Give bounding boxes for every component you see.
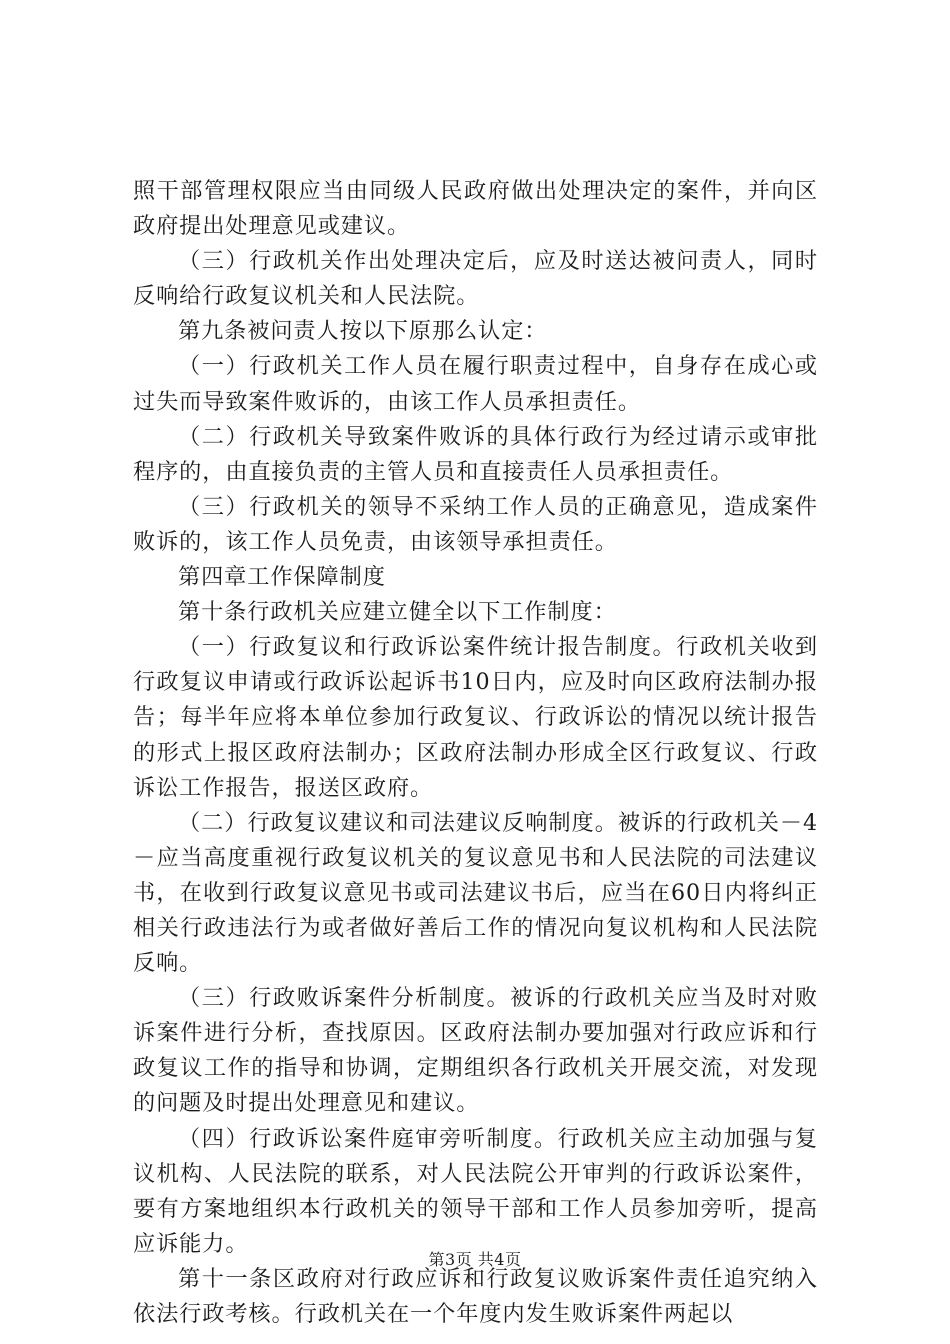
paragraph: 照干部管理权限应当由同级人民政府做出处理决定的案件，并向区政府提出处理意见或建议。 (133, 178, 818, 240)
paragraph: （三）行政败诉案件分析制度。被诉的行政机关应当及时对败诉案件进行分析，查找原因。区政府法制办要加强对行政应诉和行政复议工作的指导和协调，定期组织各行政机关开展交流，对发现的问题及时提出处理意见和建议。 (133, 985, 818, 1117)
paragraph: （一）行政机关工作人员在履行职责过程中，自身存在成心或过失而导致案件败诉的，由该工作人员承担责任。 (133, 353, 818, 415)
paragraph: 第十一条区政府对行政应诉和行政复议败诉案件责任追究纳入依法行政考核。行政机关在一个年度内发生败诉案件两起以 (133, 1265, 818, 1327)
paragraph: （三）行政机关作出处理决定后，应及时送达被问责人，同时反响给行政复议机关和人民法院。 (133, 248, 818, 310)
page-number: 第3页 共4页 (428, 1250, 522, 1269)
paragraph: （一）行政复议和行政诉讼案件统计报告制度。行政机关收到行政复议申请或行政诉讼起诉书10日内，应及时向区政府法制办报告；每半年应将本单位参加行政复议、行政诉讼的情况以统计报告的形式上报区政府法制办；区政府法制办形成全区行政复议、行政诉讼工作报告，报送区政府。 (133, 634, 818, 801)
chapter-heading: 第四章工作保障制度 (178, 564, 386, 591)
document-body (133, 174, 818, 1332)
paragraph: （二）行政复议建议和司法建议反响制度。被诉的行政机关－4－应当高度重视行政复议机关的复议意见书和人民法院的司法建议书，在收到行政复议意见书或司法建议书后，应当在60日内将纠正相关行政违法行为或者做好善后工作的情况向复议机构和人民法院反响。 (133, 809, 818, 977)
article-heading: 第九条被问责人按以下原那么认定： (178, 318, 548, 345)
paragraph: （二）行政机关导致案件败诉的具体行政行为经过请示或审批程序的，由直接负责的主管人员和直接责任人员承担责任。 (133, 423, 818, 485)
paragraph: （四）行政诉讼案件庭审旁听制度。行政机关应主动加强与复议机构、人民法院的联系，对人民法院公开审判的行政诉讼案件，要有方案地组织本行政机关的领导干部和工作人员参加旁听，提高应诉能力。 (133, 1125, 818, 1257)
page-footer (0, 1250, 950, 1270)
article-heading: 第十条行政机关应建立健全以下工作制度： (178, 599, 617, 626)
paragraph: （三）行政机关的领导不采纳工作人员的正确意见，造成案件败诉的，该工作人员免责，由该领导承担责任。 (133, 493, 818, 555)
